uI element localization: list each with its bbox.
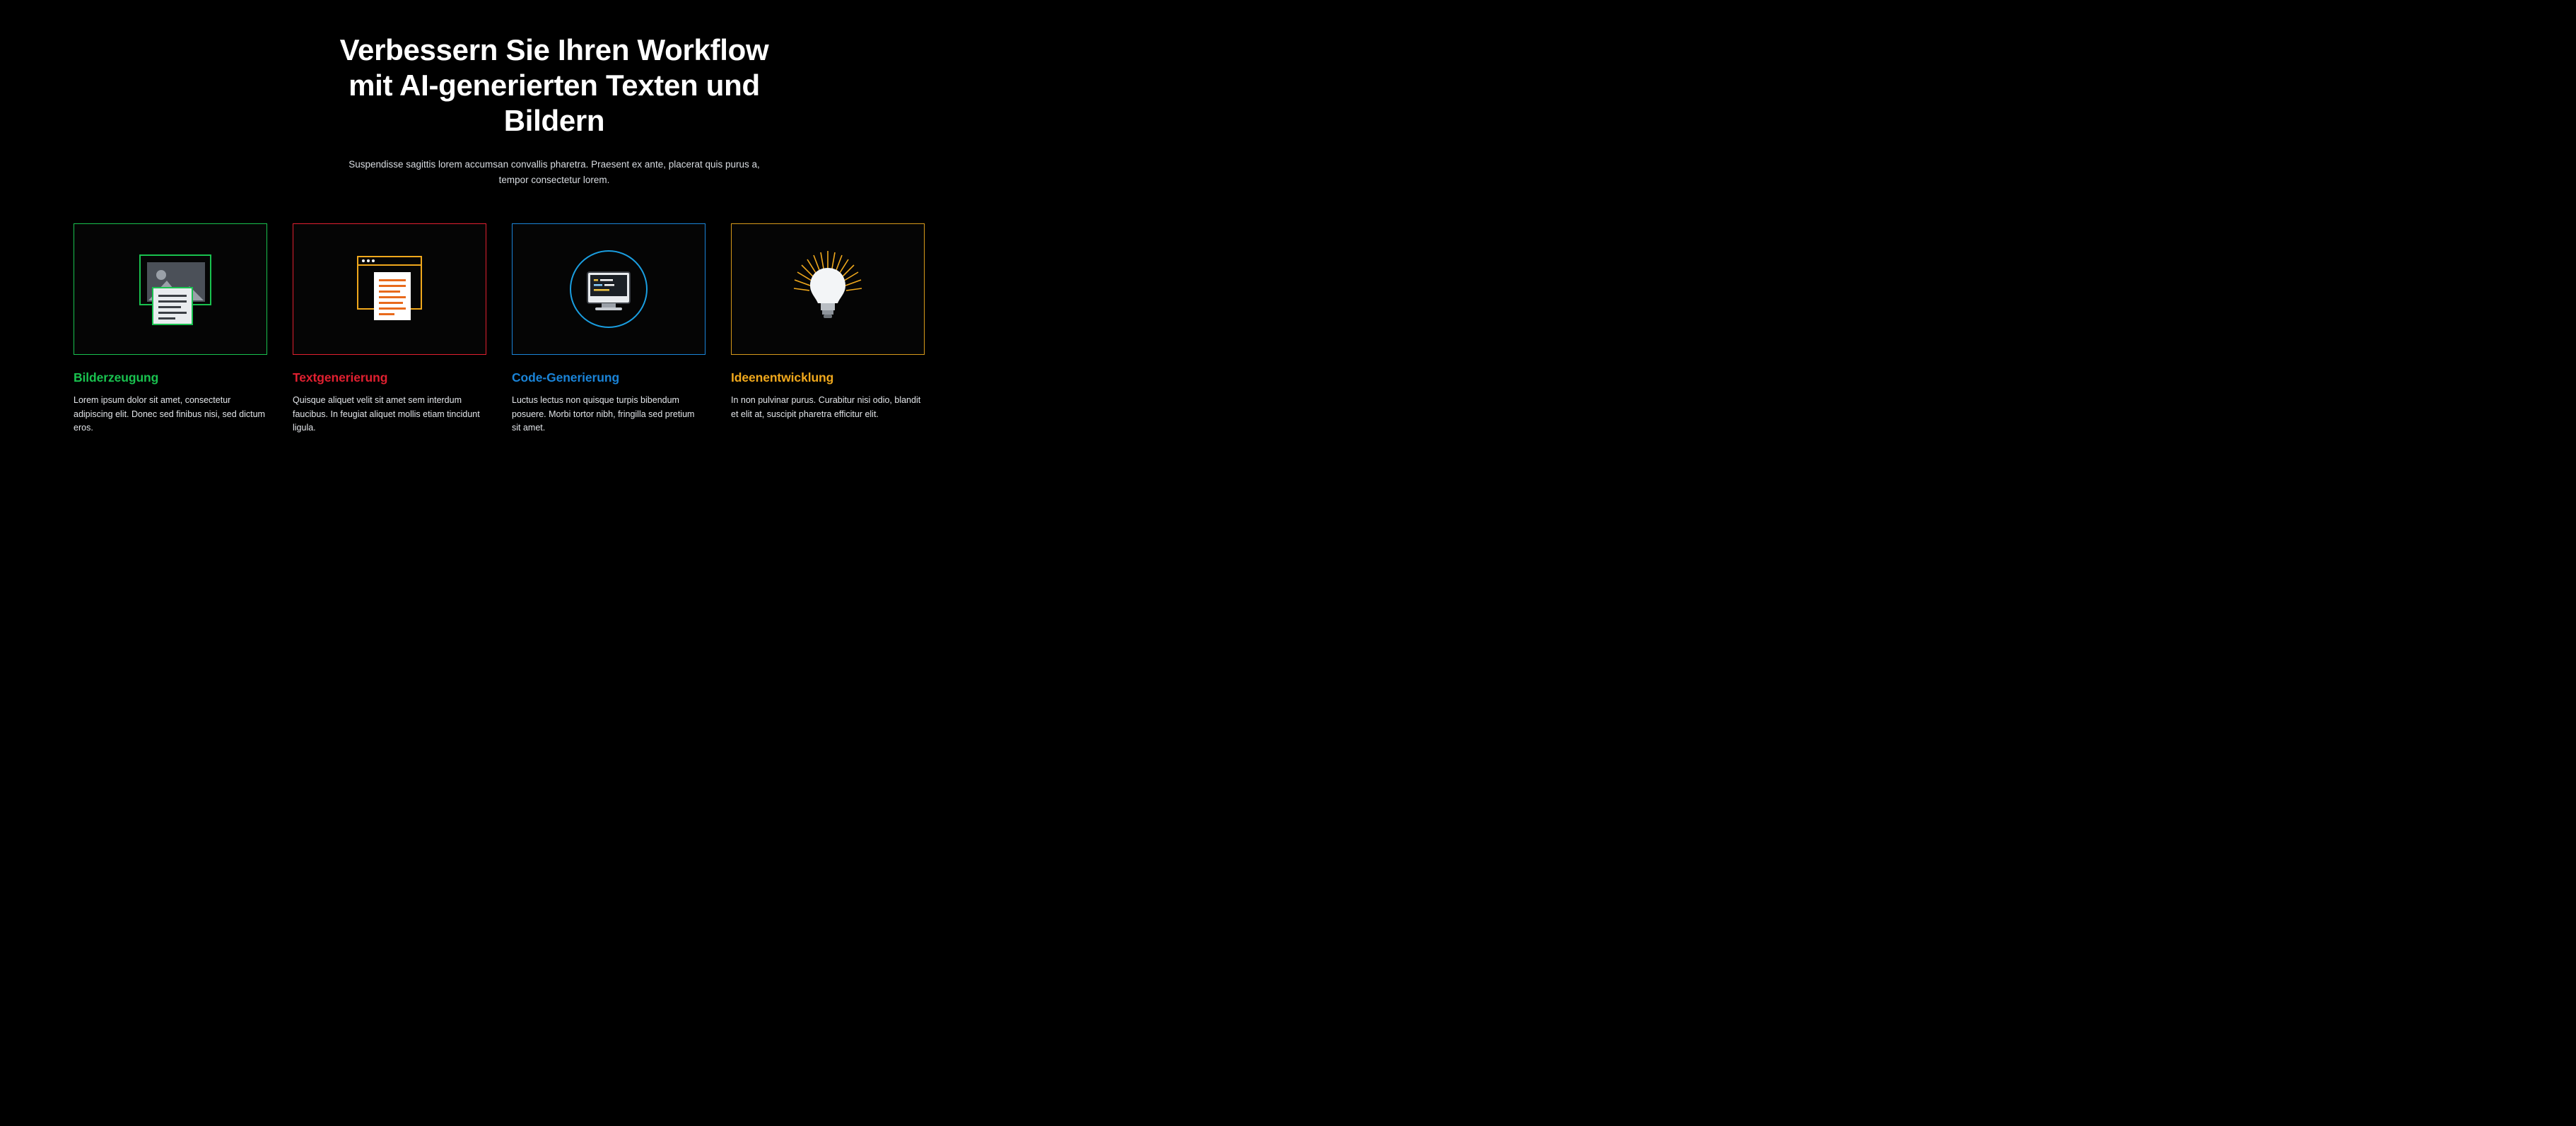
feature-figure-code-generierung bbox=[512, 223, 706, 355]
feature-figure-textgenerierung bbox=[293, 223, 486, 355]
text-window-document-icon bbox=[344, 247, 435, 332]
feature-text: In non pulvinar purus. Curabitur nisi odio, blandit et elit at, suscipit pharetra efficitur elit. bbox=[731, 395, 921, 419]
feature-title: Code-Generierung bbox=[512, 370, 620, 385]
image-document-icon bbox=[124, 247, 216, 332]
code-monitor-circle-icon bbox=[563, 247, 655, 332]
feature-card-ideenentwicklung[interactable] bbox=[731, 223, 925, 421]
hero-section bbox=[0, 0, 1108, 188]
feature-title: Bilderzeugung bbox=[74, 370, 159, 385]
landing-page bbox=[0, 0, 1108, 484]
feature-card-textgenerierung[interactable] bbox=[293, 223, 486, 435]
feature-text: Quisque aliquet velit sit amet sem interdum faucibus. In feugiat aliquet mollis etiam tincidunt ligula. bbox=[293, 395, 480, 433]
page-subtitle: Suspendisse sagittis lorem accumsan convallis pharetra. Praesent ex ante, placerat quis purus a, tempor consectetur lorem. bbox=[349, 159, 760, 185]
page-title: Verbessern Sie Ihren Workflow mit AI-generierten Texten und Bildern bbox=[339, 33, 769, 137]
feature-figure-ideenentwicklung bbox=[731, 223, 925, 355]
feature-text: Luctus lectus non quisque turpis bibendum posuere. Morbi tortor nibh, fringilla sed pretium sit amet. bbox=[512, 395, 695, 433]
feature-cards bbox=[0, 223, 1108, 435]
lightbulb-icon bbox=[782, 247, 874, 332]
feature-card-bilderzeugung[interactable] bbox=[74, 223, 267, 435]
feature-card-code-generierung[interactable] bbox=[512, 223, 706, 435]
feature-figure-bilderzeugung bbox=[74, 223, 267, 355]
feature-title: Textgenerierung bbox=[293, 370, 388, 385]
feature-title: Ideenentwicklung bbox=[731, 370, 834, 385]
feature-text: Lorem ipsum dolor sit amet, consectetur adipiscing elit. Donec sed finibus nisi, sed dictum eros. bbox=[74, 395, 265, 433]
